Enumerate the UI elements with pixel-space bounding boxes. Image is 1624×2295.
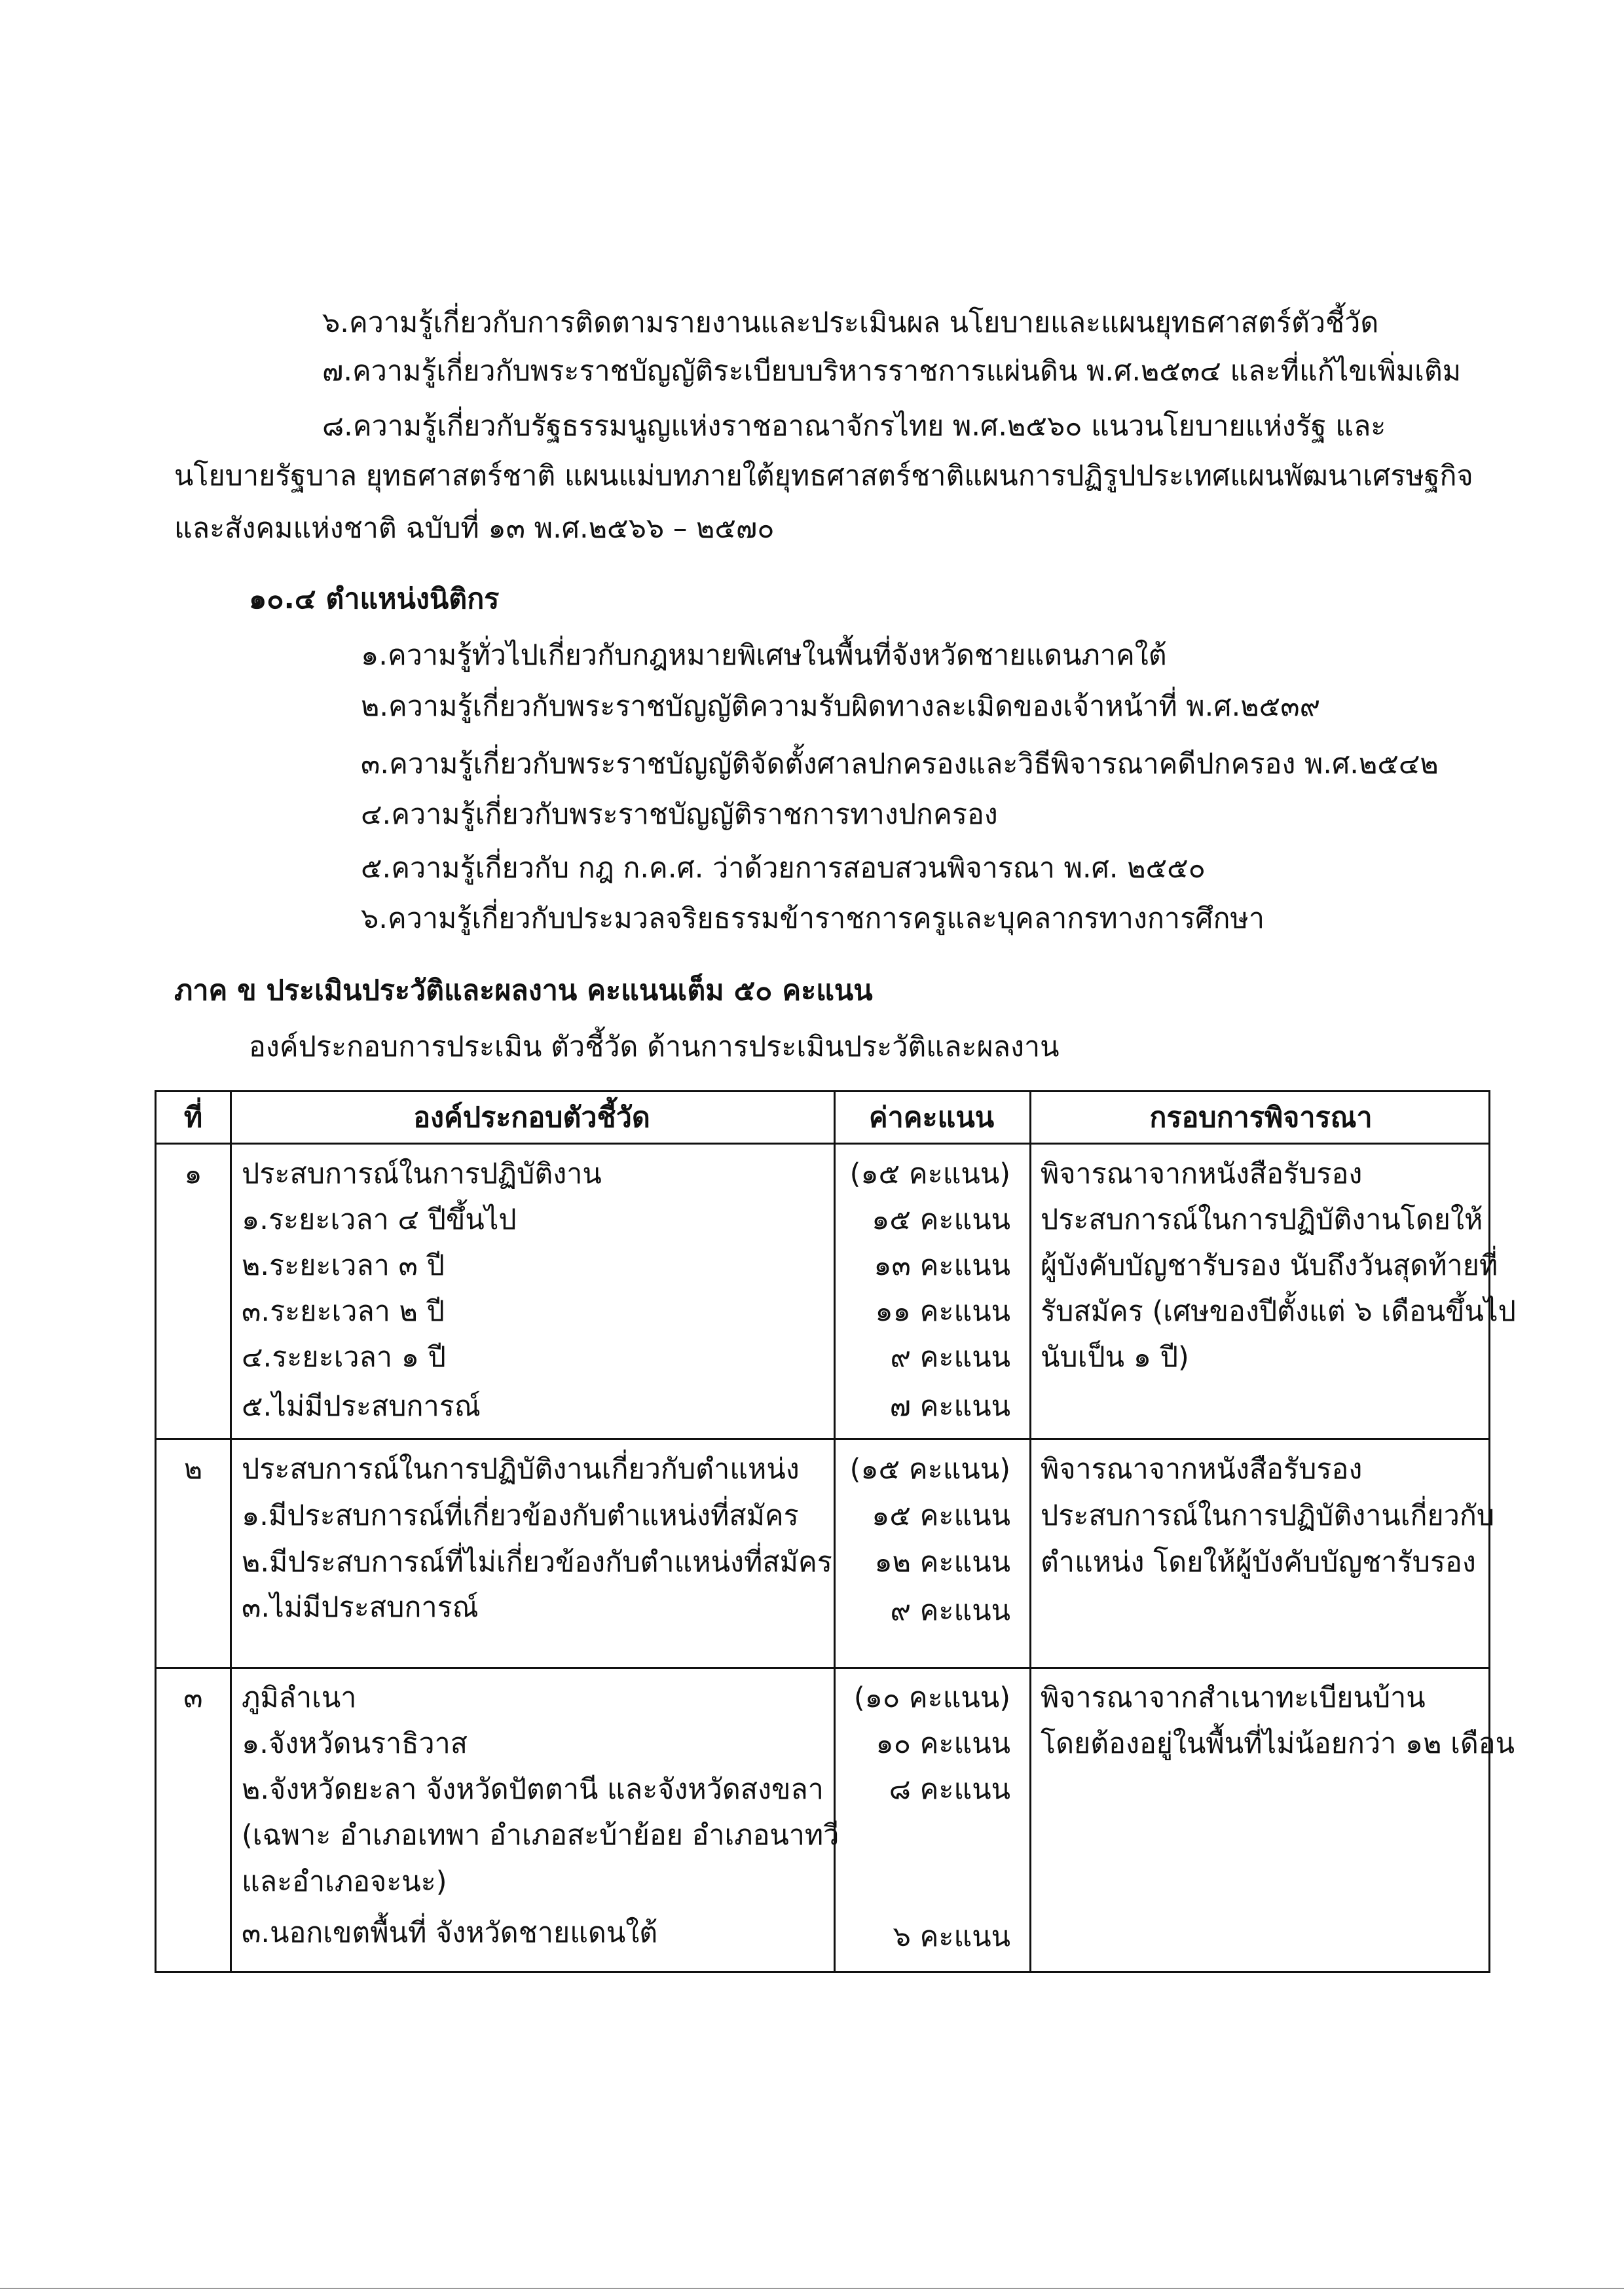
row-number: ๒ bbox=[183, 1453, 203, 1486]
indicator-item: ๔.ระยะเวลา ๑ ปี bbox=[242, 1341, 446, 1374]
score-value: ๙ คะแนน bbox=[890, 1594, 1010, 1627]
indicator-item: ๑.มีประสบการณ์ที่เกี่ยวข้องกับตำแหน่งที่สมัคร bbox=[242, 1499, 799, 1532]
indicator-item: ๓.นอกเขตพื้นที่ จังหวัดชายแดนใต้ bbox=[242, 1917, 658, 1949]
criteria-line: ผู้บังคับบัญชารับรอง นับถึงวันสุดท้ายที่ bbox=[1041, 1249, 1498, 1282]
list-item: ๓.ความรู้เกี่ยวกับพระราชบัญญัติจัดตั้งศาลปกครองและวิธีพิจารณาคดีปกครอง พ.ศ.๒๕๔๒ bbox=[361, 748, 1439, 780]
text-line: และสังคมแห่งชาติ ฉบับที่ ๑๓ พ.ศ.๒๕๖๖ – ๒๕๗๐ bbox=[174, 512, 775, 545]
text-line: นโยบายรัฐบาล ยุทธศาสตร์ชาติ แผนแม่บทภายใต้ยุทธศาสตร์ชาติแผนการปฏิรูปประเทศแผนพัฒนาเศรษฐกิจ bbox=[174, 460, 1473, 492]
part-heading: ภาค ข ประเมินประวัติและผลงาน คะแนนเต็ม ๕๐ คะแนน bbox=[174, 974, 873, 1007]
score-value: ๘ คะแนน bbox=[889, 1773, 1010, 1806]
criteria-line: รับสมัคร (เศษของปีตั้งแต่ ๖ เดือนขึ้นไป bbox=[1041, 1295, 1516, 1328]
list-item: ๖.ความรู้เกี่ยวกับประมวลจริยธรรมข้าราชการครูและบุคลากรทางการศึกษา bbox=[361, 902, 1264, 935]
indicator-item: ๒.จังหวัดยะลา จังหวัดปัตตานี และจังหวัดสงขลา bbox=[242, 1773, 824, 1806]
score-total: (๑๕ คะแนน) bbox=[849, 1158, 1010, 1190]
indicator-item: (เฉพาะ อำเภอเทพา อำเภอสะบ้าย้อย อำเภอนาทวี bbox=[242, 1819, 840, 1852]
criteria-line: นับเป็น ๑ ปี) bbox=[1041, 1341, 1189, 1374]
row-number: ๓ bbox=[183, 1681, 203, 1714]
part-subtitle: องค์ประกอบการประเมิน ตัวชี้วัด ด้านการประเมินประวัติและผลงาน bbox=[249, 1031, 1060, 1063]
indicator-item: ๒.มีประสบการณ์ที่ไม่เกี่ยวข้องกับตำแหน่งที่สมัคร bbox=[242, 1546, 832, 1579]
indicator-item: ๓.ไม่มีประสบการณ์ bbox=[242, 1591, 479, 1624]
criteria-line: พิจารณาจากหนังสือรับรอง bbox=[1041, 1453, 1363, 1486]
indicator-title: ประสบการณ์ในการปฏิบัติงานเกี่ยวกับตำแหน่ง bbox=[242, 1453, 800, 1486]
score-value: ๑๑ คะแนน bbox=[875, 1295, 1010, 1328]
score-value: ๑๓ คะแนน bbox=[874, 1249, 1010, 1282]
page-bottom-rule bbox=[0, 2288, 1624, 2289]
text-line: ๖.ความรู้เกี่ยวกับการติดตามรายงานและประเมินผล นโยบายและแผนยุทธศาสตร์ตัวชี้วัด bbox=[322, 306, 1379, 339]
indicator-title: ภูมิลำเนา bbox=[242, 1681, 357, 1714]
score-value: ๑๕ คะแนน bbox=[872, 1203, 1010, 1236]
text-line: ๘.ความรู้เกี่ยวกับรัฐธรรมนูญแห่งราชอาณาจักรไทย พ.ศ.๒๕๖๐ แนวนโยบายแห่งรัฐ และ bbox=[322, 410, 1386, 443]
score-value: ๑๒ คะแนน bbox=[874, 1546, 1010, 1579]
score-value: ๑๕ คะแนน bbox=[872, 1499, 1010, 1532]
score-total: (๑๕ คะแนน) bbox=[849, 1453, 1010, 1486]
section-heading: ๑๐.๔ ตำแหน่งนิติกร bbox=[249, 583, 500, 615]
indicator-title: ประสบการณ์ในการปฏิบัติงาน bbox=[242, 1158, 602, 1190]
header-indicator: องค์ประกอบตัวชี้วัด bbox=[413, 1101, 650, 1134]
indicator-item: และอำเภอจะนะ) bbox=[242, 1865, 447, 1898]
list-item: ๕.ความรู้เกี่ยวกับ กฎ ก.ค.ศ. ว่าด้วยการสอบสวนพิจารณา พ.ศ. ๒๕๕๐ bbox=[361, 852, 1206, 885]
score-total: (๑๐ คะแนน) bbox=[853, 1681, 1010, 1714]
criteria-line: พิจารณาจากหนังสือรับรอง bbox=[1041, 1158, 1363, 1190]
score-value: ๙ คะแนน bbox=[890, 1341, 1010, 1374]
list-item: ๒.ความรู้เกี่ยวกับพระราชบัญญัติความรับผิดทางละเมิดของเจ้าหน้าที่ พ.ศ.๒๕๓๙ bbox=[361, 690, 1321, 723]
indicator-item: ๕.ไม่มีประสบการณ์ bbox=[242, 1390, 481, 1423]
indicator-item: ๓.ระยะเวลา ๒ ปี bbox=[242, 1295, 445, 1328]
criteria-line: โดยต้องอยู่ในพื้นที่ไม่น้อยกว่า ๑๒ เดือน bbox=[1041, 1727, 1515, 1760]
header-no: ที่ bbox=[183, 1101, 203, 1134]
criteria-line: ประสบการณ์ในการปฏิบัติงานโดยให้ bbox=[1041, 1203, 1483, 1236]
score-value: ๖ คะแนน bbox=[893, 1920, 1010, 1953]
text-line: ๗.ความรู้เกี่ยวกับพระราชบัญญัติระเบียบบริหารราชการแผ่นดิน พ.ศ.๒๕๓๔ และที่แก้ไขเพิ่มเติม bbox=[322, 355, 1462, 388]
score-value: ๑๐ คะแนน bbox=[876, 1727, 1010, 1760]
list-item: ๑.ความรู้ทั่วไปเกี่ยวกับกฎหมายพิเศษในพื้นที่จังหวัดชายแดนภาคใต้ bbox=[361, 639, 1167, 672]
evaluation-table bbox=[155, 1090, 1516, 1973]
score-value: ๗ คะแนน bbox=[889, 1390, 1010, 1423]
row-number: ๑ bbox=[184, 1158, 202, 1190]
indicator-item: ๑.จังหวัดนราธิวาส bbox=[242, 1727, 468, 1760]
list-item: ๔.ความรู้เกี่ยวกับพระราชบัญญัติราชการทางปกครอง bbox=[361, 798, 998, 831]
criteria-line: พิจารณาจากสำเนาทะเบียนบ้าน bbox=[1041, 1681, 1426, 1714]
indicator-item: ๒.ระยะเวลา ๓ ปี bbox=[242, 1249, 445, 1282]
criteria-line: ประสบการณ์ในการปฏิบัติงานเกี่ยวกับ bbox=[1041, 1499, 1495, 1532]
criteria-line: ตำแหน่ง โดยให้ผู้บังคับบัญชารับรอง bbox=[1041, 1546, 1476, 1579]
indicator-item: ๑.ระยะเวลา ๔ ปีขึ้นไป bbox=[242, 1203, 517, 1236]
header-score: ค่าคะแนน bbox=[868, 1101, 995, 1134]
header-criteria: กรอบการพิจารณา bbox=[1149, 1101, 1373, 1134]
